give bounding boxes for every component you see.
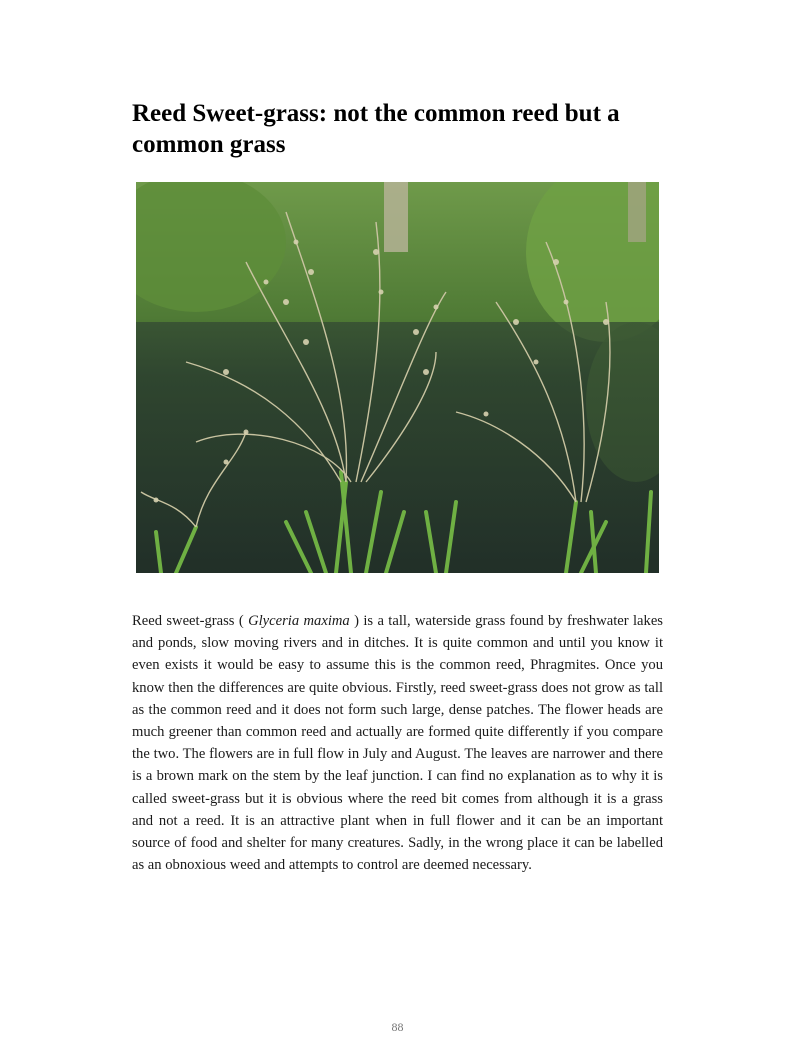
species-name: Glyceria maxima xyxy=(243,613,355,629)
body-intro: Reed sweet-grass ( xyxy=(132,613,244,629)
body-rest: ) is a tall, waterside grass found by freshwater lakes and ponds, slow moving rivers and in ditches. It is quite common and until you know it even exists it would be easy to assume this is the common reed, Phragmites. Once you know then the differences are quite obvious. Firstly, reed sweet-grass does not grow as tall as the common reed and it does not form such large, dense patches. The flower heads are much greener than common reed and actually are formed quite differently if you compare the two. The flowers are in full flow in July and August. The leaves are narrower and there is a brown mark on the stem by the leaf junction. I can find no explanation as to why it is called sweet-grass but it is obvious where the reed bit comes from although it is a grass and not a reed. It is an attractive plant when in full flower and it can be an important source of food and shelter for many creatures. Sadly, in the wrong place it can be labelled as an obnoxious weed and attempts to control are deemed necessary. xyxy=(132,613,663,874)
page-title: Reed Sweet-grass: not the common reed but a common grass xyxy=(132,100,620,158)
reed-sweet-grass-photo xyxy=(136,182,659,573)
body-paragraph xyxy=(132,610,663,876)
page-number: 88 xyxy=(391,1020,404,1034)
